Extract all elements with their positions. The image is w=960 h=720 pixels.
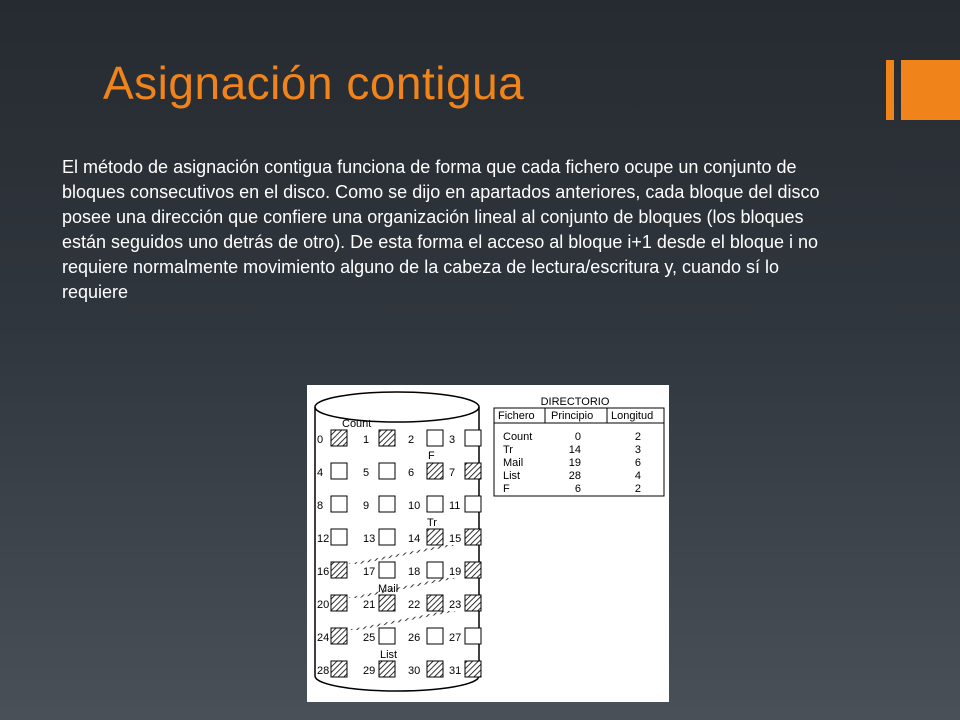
- disk-block: [331, 562, 347, 578]
- directory-cell-fichero: Mail: [503, 457, 524, 469]
- block-number: 23: [449, 599, 462, 611]
- disk-block: [331, 595, 347, 611]
- figure-svg: [307, 385, 669, 702]
- disk-block: [379, 529, 395, 545]
- connector-mail-wrap: [347, 611, 457, 630]
- block-number: 14: [408, 533, 421, 545]
- disk-block: [427, 661, 443, 677]
- block-grid: [317, 430, 481, 677]
- paragraph-5: requiere normalmente movimiento alguno de la cabeza de lectura/escritura y, cuando sí lo: [62, 257, 780, 277]
- file-label-mail: Mail: [378, 583, 399, 595]
- disk-block: [427, 496, 443, 512]
- directory-cell-principio: 0: [574, 431, 581, 443]
- block-number: 8: [317, 500, 324, 512]
- paragraph-4: están seguidos uno detrás de otro). De esta forma el acceso al bloque i+1 desde el bloque i no: [62, 232, 818, 252]
- block-number: 26: [408, 632, 421, 644]
- paragraph-6: requiere: [62, 282, 129, 302]
- directory-cell-fichero: List: [503, 470, 521, 482]
- accent-bar: [886, 60, 894, 120]
- block-number: 6: [408, 467, 415, 479]
- disk-bottom: [315, 676, 479, 691]
- block-number: 16: [317, 566, 330, 578]
- block-number: 31: [449, 665, 462, 677]
- directory-cell-fichero: F: [503, 483, 510, 495]
- connector-tr-to-next-row: [347, 545, 457, 564]
- disk-block: [379, 463, 395, 479]
- block-number: 18: [408, 566, 421, 578]
- file-connectors: [347, 545, 457, 630]
- directory-header-longitud: Longitud: [611, 410, 654, 422]
- directory-title: DIRECTORIO: [540, 396, 610, 408]
- disk-block: [427, 562, 443, 578]
- file-label-count: Count: [342, 418, 372, 430]
- disk-block: [465, 628, 481, 644]
- file-label-tr: Tr: [427, 517, 437, 529]
- block-number: 27: [449, 632, 462, 644]
- directory-cell-principio: 28: [568, 470, 581, 482]
- block-number: 20: [317, 599, 330, 611]
- directory-header-principio: Principio: [551, 410, 594, 422]
- directory-cell-longitud: 3: [634, 444, 641, 456]
- block-number: 15: [449, 533, 462, 545]
- disk-top: [315, 392, 479, 422]
- block-number: 19: [449, 566, 462, 578]
- block-number: 4: [317, 467, 324, 479]
- block-number: 5: [363, 467, 370, 479]
- block-number: 28: [317, 665, 330, 677]
- block-number: 25: [363, 632, 376, 644]
- paragraph-2: bloques consecutivos en el disco. Como se dijo en apartados anteriores, cada bloque del disco: [62, 182, 820, 202]
- disk-block: [427, 463, 443, 479]
- disk-block: [427, 430, 443, 446]
- block-number: 12: [317, 533, 330, 545]
- directory-rows: [503, 431, 641, 495]
- disk-block: [379, 496, 395, 512]
- disk-block: [465, 463, 481, 479]
- directory-cell-principio: 6: [574, 483, 581, 495]
- directory-cell-fichero: Tr: [503, 444, 513, 456]
- disk-block: [331, 529, 347, 545]
- disk-block: [465, 562, 481, 578]
- disk-block: [331, 661, 347, 677]
- block-number: 24: [317, 632, 330, 644]
- directory-cell-longitud: 2: [634, 431, 641, 443]
- paragraph-3: posee una dirección que confiere una organización lineal al conjunto de bloques (los bloques: [62, 207, 804, 227]
- directory-header-fichero: Fichero: [498, 410, 535, 422]
- disk-block: [379, 430, 395, 446]
- disk-block: [465, 496, 481, 512]
- block-number: 1: [363, 434, 370, 446]
- file-label-f: F: [428, 450, 435, 462]
- block-number: 11: [449, 500, 461, 512]
- body-text: [62, 157, 924, 307]
- block-number: 9: [363, 500, 370, 512]
- directory-cell-principio: 14: [568, 444, 581, 456]
- disk-block: [331, 628, 347, 644]
- block-number: 2: [408, 434, 415, 446]
- block-number: 7: [449, 467, 456, 479]
- directory-cell-longitud: 6: [634, 457, 641, 469]
- directory-cell-fichero: Count: [503, 431, 533, 443]
- directory-table: [494, 396, 664, 496]
- block-number: 17: [363, 566, 376, 578]
- disk-block: [331, 496, 347, 512]
- block-number: 21: [363, 599, 376, 611]
- block-number: 22: [408, 599, 421, 611]
- paragraph-1: El método de asignación contigua funciona de forma que cada fichero ocupe un conjunto de: [62, 157, 797, 177]
- disk-block: [465, 595, 481, 611]
- directory-cell-principio: 19: [568, 457, 581, 469]
- disk-block: [465, 430, 481, 446]
- disk-block: [427, 595, 443, 611]
- contiguous-allocation-figure: [307, 385, 669, 702]
- block-number: 13: [363, 533, 376, 545]
- block-number: 0: [317, 434, 324, 446]
- block-number: 30: [408, 665, 421, 677]
- block-number: 3: [449, 434, 456, 446]
- disk-block: [379, 595, 395, 611]
- accent-block: [901, 60, 960, 120]
- block-number: 29: [363, 665, 376, 677]
- block-number: 10: [408, 500, 421, 512]
- disk-block: [465, 529, 481, 545]
- disk-block: [379, 628, 395, 644]
- disk-block: [379, 661, 395, 677]
- disk-block: [427, 628, 443, 644]
- directory-cell-longitud: 4: [634, 470, 641, 482]
- disk-block: [331, 430, 347, 446]
- slide-title: Asignación contigua: [103, 57, 525, 109]
- disk-block: [331, 463, 347, 479]
- disk-block: [465, 661, 481, 677]
- disk-block: [379, 562, 395, 578]
- disk-block: [427, 529, 443, 545]
- file-label-list: List: [380, 649, 398, 661]
- directory-cell-longitud: 2: [634, 483, 641, 495]
